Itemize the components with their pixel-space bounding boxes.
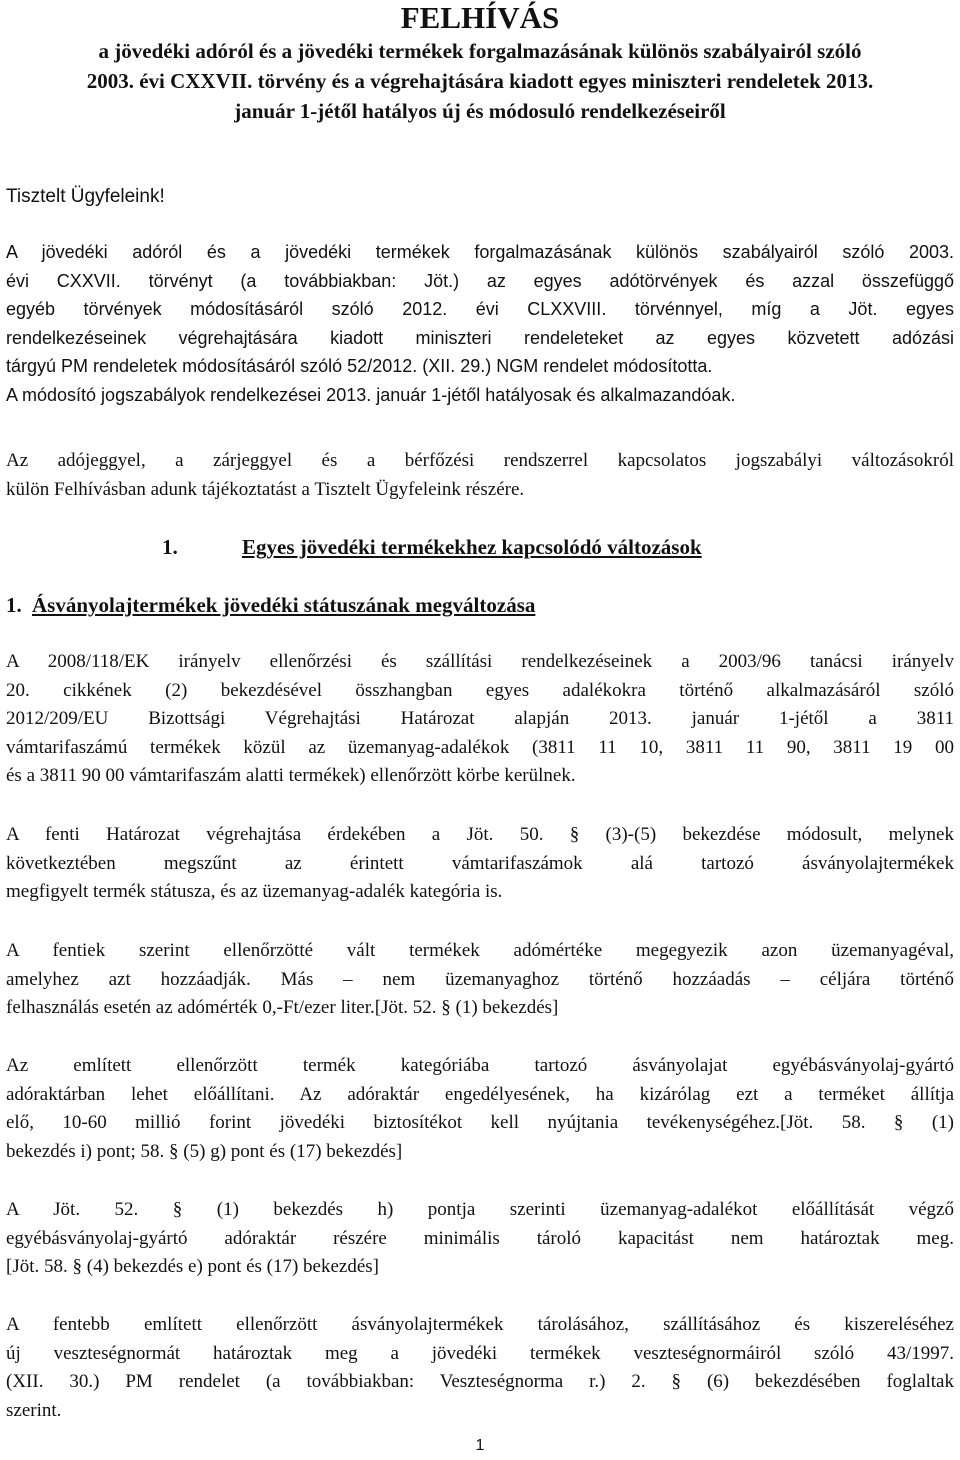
subtitle-line: a jövedéki adóról és a jövedéki termékek forgalmazásának különös szabályairól szóló [98,39,862,63]
paragraph-line: következtében megszűnt az érintett vámtarifaszámok alá tartozó ásványolajtermékek [6,852,954,874]
paragraph-line: szerint. [6,1399,62,1421]
paragraph-line: adóraktárban lehet előállítani. Az adóraktár engedélyesének, ha kizárólag ezt a terméket állítja [6,1083,954,1105]
paragraph-3 [6,937,954,1023]
document-subtitle [0,36,960,126]
paragraph-line: rendelkezéseinek végrehajtására kiadott miniszteri rendeleteket az egyes közvetett adózási [6,327,954,348]
paragraph-line: 2012/209/EU Bizottsági Végrehajtási Határozat alapján 2013. január 1-jétől a 3811 [6,708,954,729]
paragraph-5 [6,1196,954,1282]
paragraph-line: A fentiek szerint ellenőrzötté vált termékek adómértéke megegyezik azon üzemanyagéval, [6,940,954,961]
paragraph-line: Az adójeggyel, a zárjeggyel és a bérfőzési rendszerrel kapcsolatos jogszabályi változásokról [6,450,954,471]
paragraph-line: felhasználás esetén az adómérték 0,-Ft/ezer liter.[Jöt. 52. § (1) bekezdés] [6,997,559,1018]
greeting: Tisztelt Ügyfeleink! [6,186,165,207]
document-title: FELHÍVÁS [400,0,560,35]
paragraph-line: (XII. 30.) PM rendelet (a továbbiakban: Veszteségnorma r.) 2. § (6) bekezdésében foglaltak [6,1371,954,1392]
section-number: 1. [162,535,178,559]
page-number: 1 [475,1437,485,1454]
subtitle-line: 2003. évi CXXVII. törvény és a végrehajtására kiadott egyes miniszteri rendeletek 2013. [86,69,874,93]
paragraph-line: egyébásványolaj-gyártó adóraktár részére minimális tároló kapacitást nem határoztak meg. [6,1227,954,1249]
paragraph-line: amelyhez azt hozzáadják. Más – nem üzemanyaghoz történő hozzáadás – céljára történő [6,968,954,990]
paragraph-line: bekezdés i) pont; 58. § (5) g) pont és (17) bekezdés] [6,1140,403,1162]
paragraph-line: és a 3811 90 00 vámtarifaszám alatti termékek) ellenőrzött körbe kerülnek. [6,765,576,786]
paragraph-line: A fenti Határozat végrehajtása érdekében a Jöt. 50. § (3)-(5) bekezdése módosult, melynek [6,824,954,845]
paragraph-line: 20. cikkének (2) bekezdésével összhangban egyes adalékokra történő alkalmazásáról szóló [6,679,954,701]
paragraph-line: új veszteségnormát határoztak meg a jövedéki termékek veszteségnormáiról szóló 43/1997. [6,1342,954,1364]
subtitle-line: január 1-jétől hatályos új és módosuló rendelkezéseiről [234,99,726,123]
paragraph-1 [6,648,954,791]
paragraph-line: A 2008/118/EK irányelv ellenőrzési és szállítási rendelkezéseinek a 2003/96 tanácsi irányelv [6,651,954,672]
subsection-title: Ásványolajtermékek jövedéki státuszának megváltozása [32,593,536,617]
paragraph-line: elő, 10-60 millió forint jövedéki biztosítékot kell nyújtania tevékenységéhez.[Jöt. 58. § (1) [6,1112,954,1133]
paragraph-line: A fentebb említett ellenőrzött ásványolajtermékek tárolásához, szállításához és kiszereléséhez [6,1314,954,1335]
paragraph-line: vámtarifaszámú termékek közül az üzemanyag-adalékok (3811 11 10, 3811 11 90, 3811 19 00 [6,736,954,758]
subsection-number: 1. [6,593,22,617]
intro-paragraph [6,238,954,409]
paragraph-4 [6,1052,954,1166]
paragraph-line: tárgyú PM rendeletek módosításáról szóló 52/2012. (XII. 29.) NGM rendelet módosította. [6,356,713,376]
paragraph-line: A módosító jogszabályok rendelkezései 2013. január 1-jétől hatályosak és alkalmazandóak. [6,384,736,405]
paragraph-line: megfigyelt termék státusza, és az üzemanyag-adalék kategória is. [6,881,503,902]
notice-paragraph [6,447,954,504]
paragraph-line: Az említett ellenőrzött termék kategóriába tartozó ásványolajat egyébásványolaj-gyártó [6,1055,954,1076]
paragraph-line: egyéb törvények módosításáról szóló 2012. évi CLXXVIII. törvénnyel, míg a Jöt. egyes [6,299,954,319]
paragraph-2 [6,821,954,907]
paragraph-line: A Jöt. 52. § (1) bekezdés h) pontja szerinti üzemanyag-adalékot előállítását végző [6,1199,954,1220]
paragraph-line: [Jöt. 58. § (4) bekezdés e) pont és (17) bekezdés] [6,1256,380,1277]
paragraph-line: évi CXXVII. törvényt (a továbbiakban: Jöt.) az egyes adótörvények és azzal összefüggő [6,270,954,291]
section-title: Egyes jövedéki termékekhez kapcsolódó változások [242,535,702,559]
paragraph-line: A jövedéki adóról és a jövedéki termékek forgalmazásának különös szabályairól szóló 2003. [6,242,954,262]
paragraph-line: külön Felhívásban adunk tájékoztatást a Tisztelt Ügyfeleink részére. [6,478,525,500]
paragraph-6 [6,1311,954,1425]
